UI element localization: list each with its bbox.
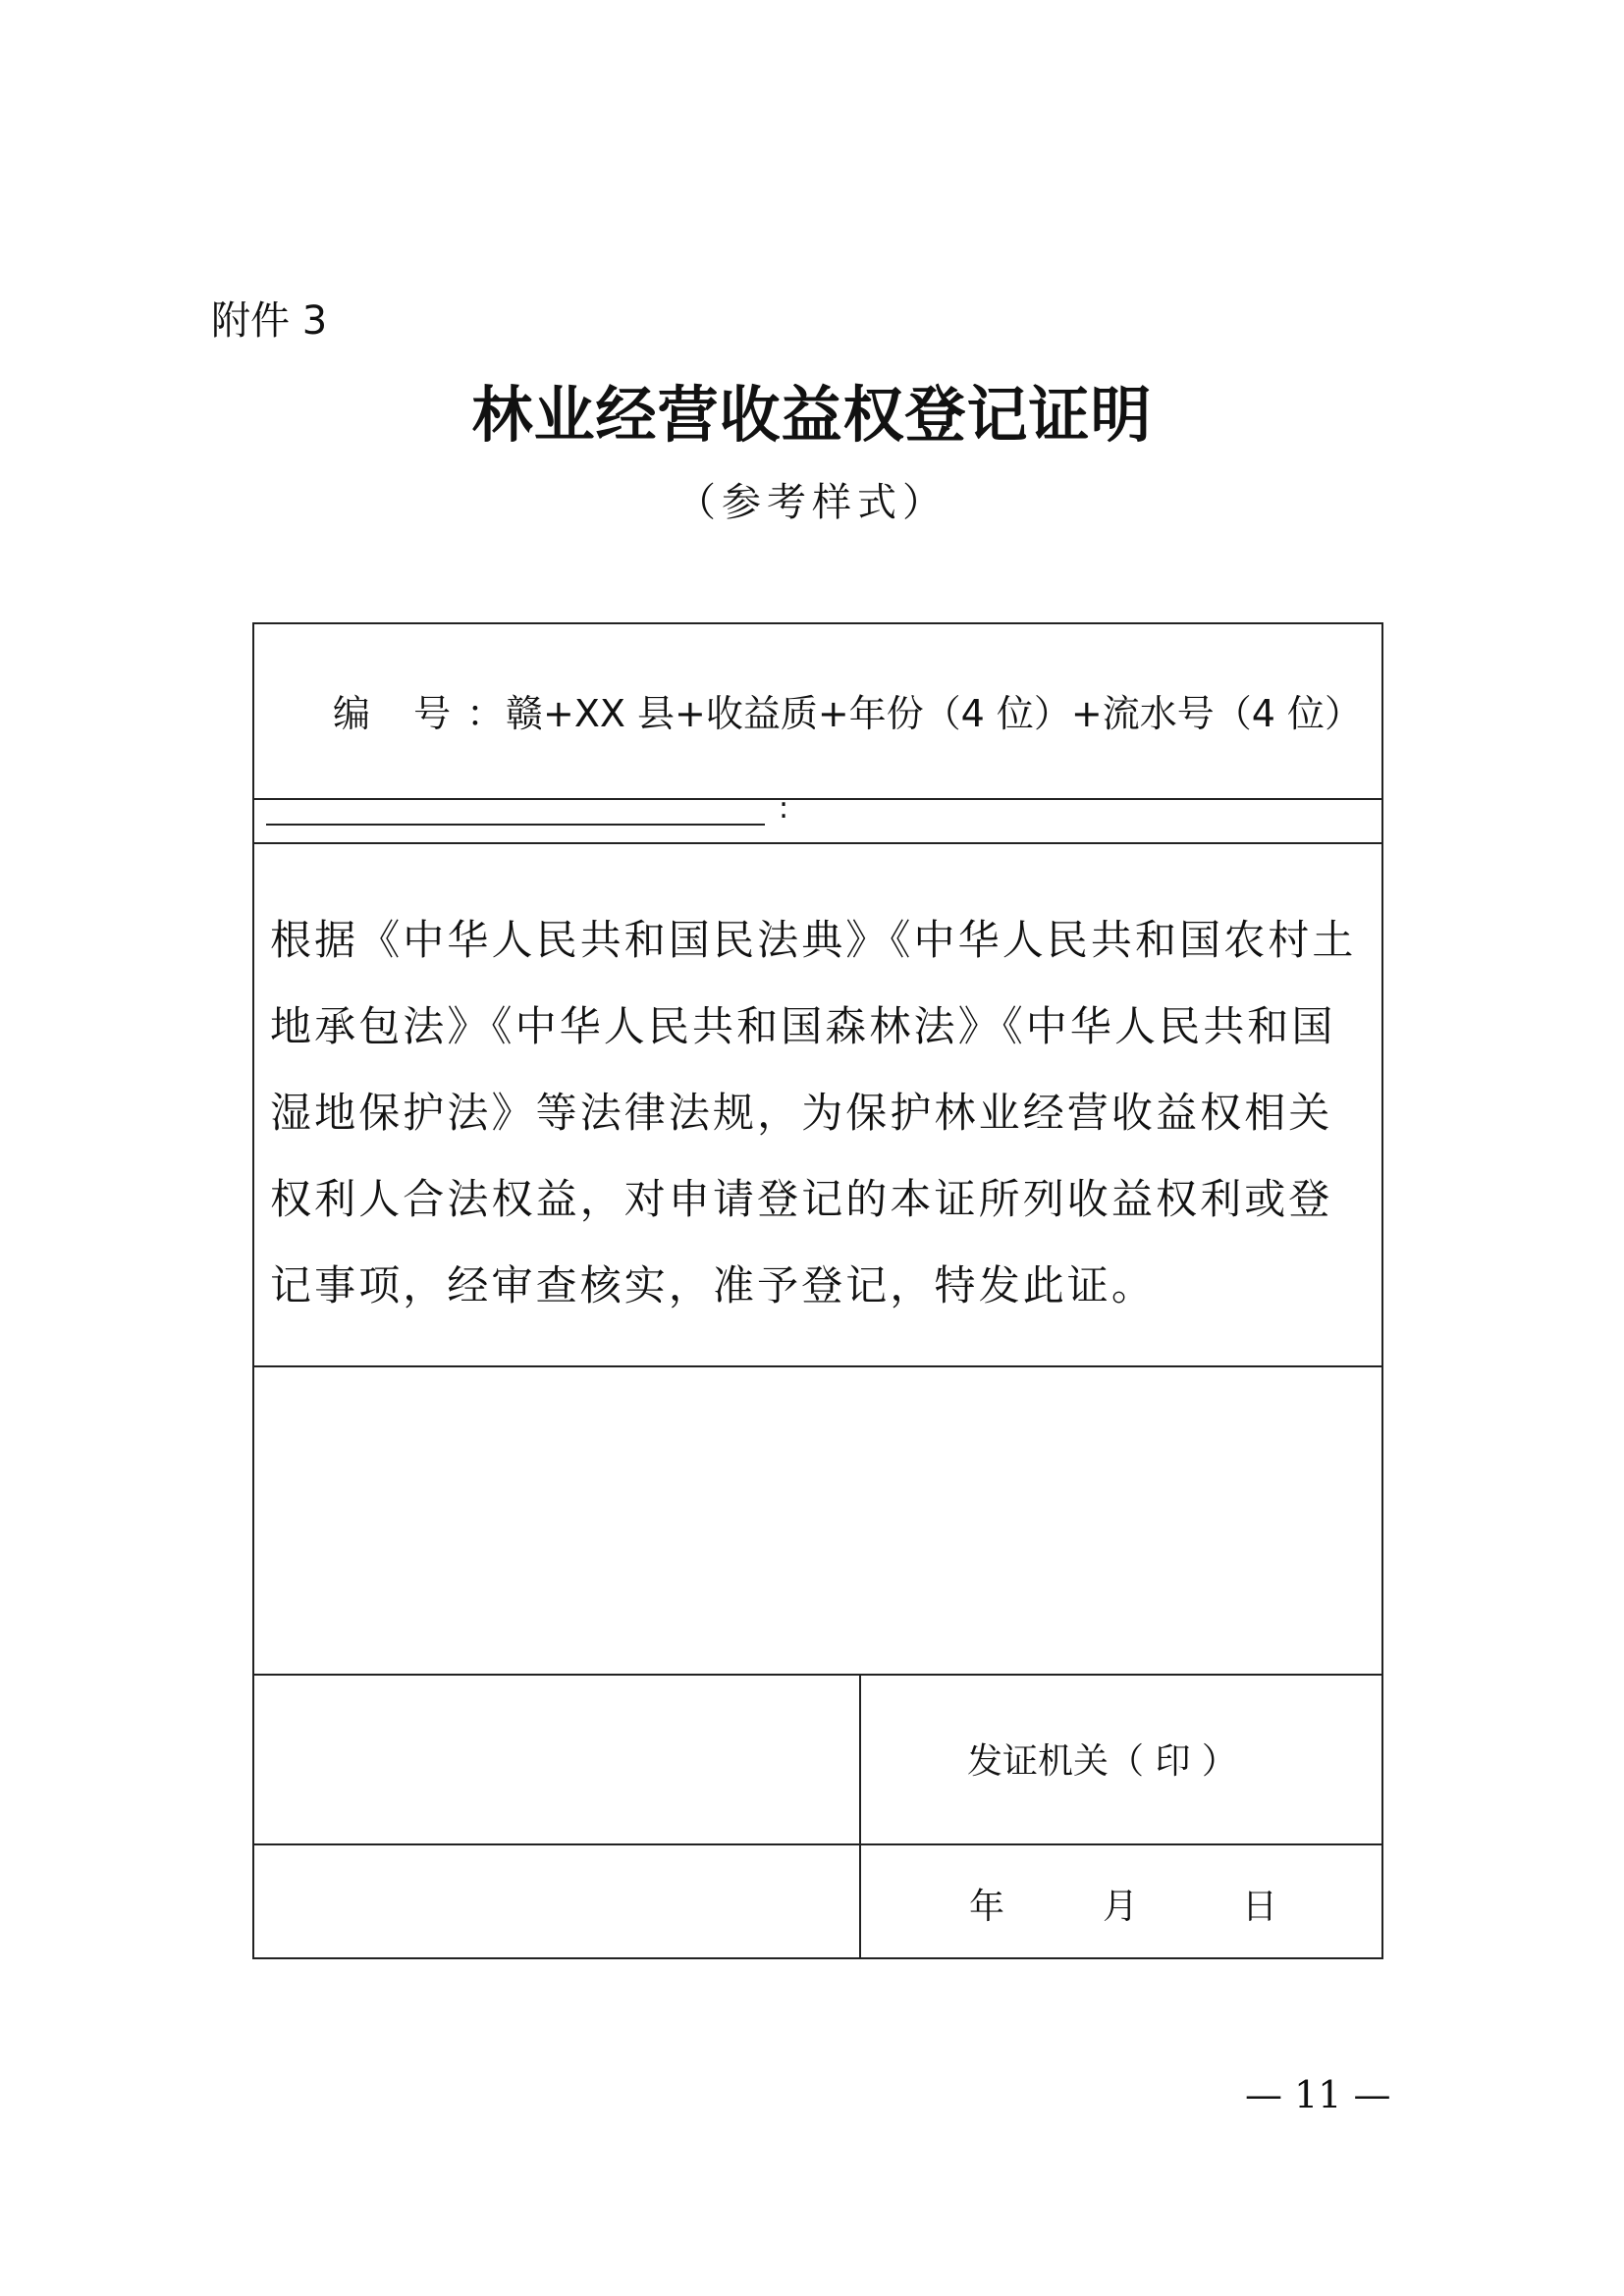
serial-number-row <box>333 683 1362 737</box>
row-divider <box>254 842 1381 844</box>
certificate-form <box>252 622 1383 1959</box>
certificate-body-text: 根据《中华人民共和国民法典》《中华人民共和国农村土地承包法》《中华人民共和国森林法》《中华人民共和国湿地保护法》等法律法规，为保护林业经营收益权相关权利人合法权益，对申请登记的本证所列收益权利或登记事项，经审查核实，准予登记，特发此证。 <box>270 916 1357 1309</box>
date-month: 月 <box>1103 1887 1139 1927</box>
document-subtitle: （参考样式） <box>677 480 947 525</box>
date-year: 年 <box>969 1887 1005 1927</box>
page-number: — 11 — <box>1245 2073 1391 2116</box>
addressee-colon: : <box>779 791 789 826</box>
addressee-blank-line <box>266 824 765 826</box>
document-title: 林业经营收益权登记证明 <box>471 379 1153 451</box>
row-divider <box>254 1365 1381 1367</box>
row-divider <box>254 798 1381 800</box>
attachment-label: 附件 3 <box>211 298 328 344</box>
serial-number-value: 赣+XX 县+收益质+年份（4 位）+流水号（4 位） <box>506 692 1363 735</box>
column-divider <box>859 1674 861 1959</box>
date-day: 日 <box>1242 1887 1278 1927</box>
row-divider <box>254 1674 1381 1676</box>
issuing-authority-seal: 发证机关（ 印 ） <box>967 1741 1237 1782</box>
row-divider <box>254 1843 1381 1845</box>
serial-number-label: 编 号： <box>333 692 520 735</box>
